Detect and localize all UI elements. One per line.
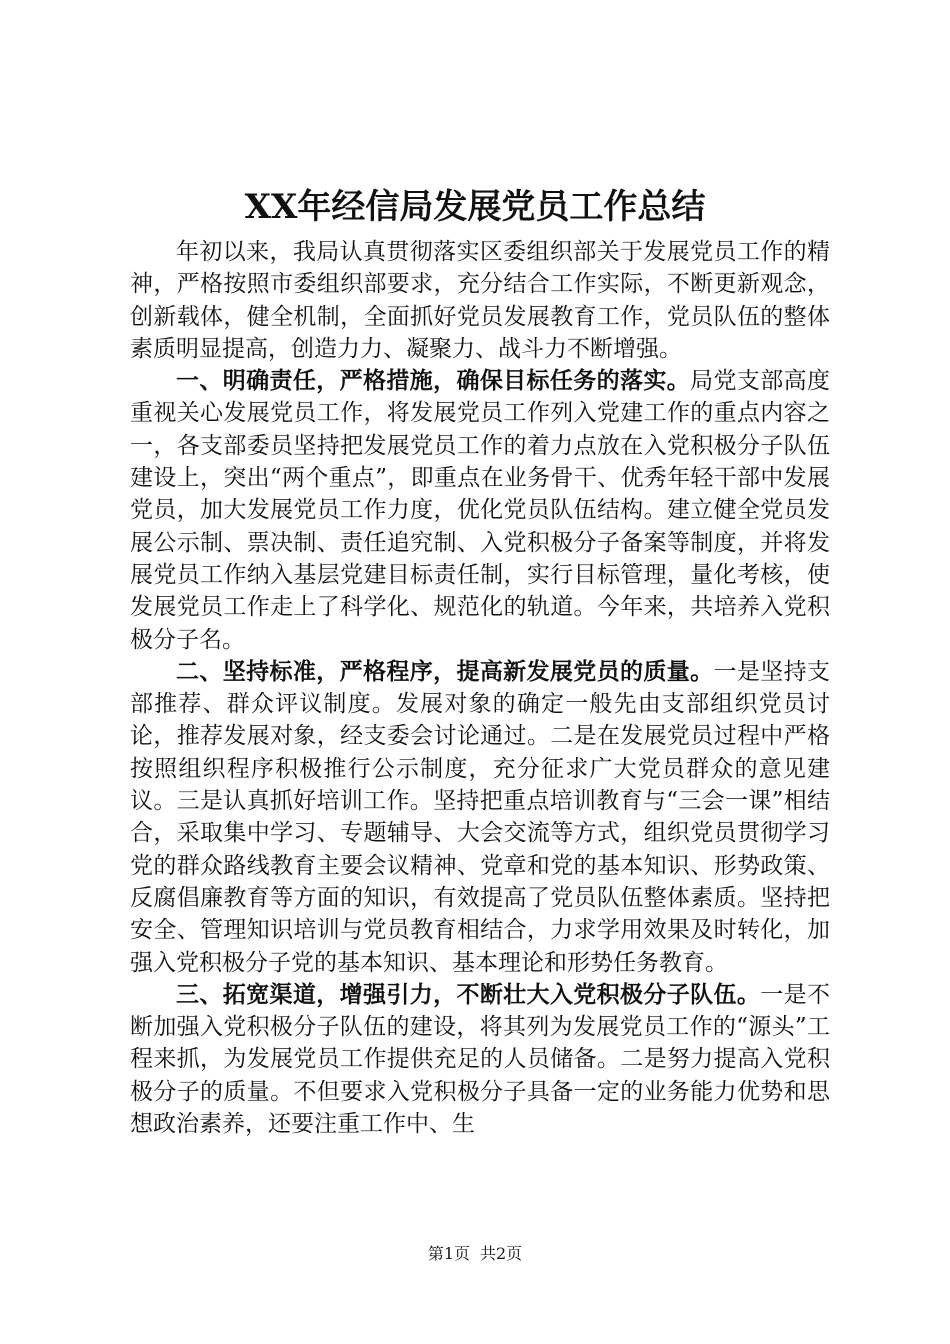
document-title: XX年经信局发展党员工作总结 bbox=[244, 187, 706, 227]
section-3-paragraph bbox=[130, 979, 830, 1140]
page-number: 第1页 bbox=[427, 1244, 470, 1263]
section-2-paragraph bbox=[130, 656, 830, 979]
section-2-heading: 二、坚持标准，严格程序，提高新发展党员的质量。 bbox=[176, 658, 714, 685]
paragraph-text: 局党支部高度重视关心发展党员工作，将发展党员工作列入党建工作的重点内容之一，各支部委员坚持把发展党员工作的着力点放在入党积极分子队伍建设上，突出“两个重点”，即重点在业务骨干、优秀年轻干部中发展党员，加大发展党员工作力度，优化党员队伍结构。建立健全党员发展公示制、票决制、责任追究制、入党积极分子备案等制度，并将发展党员工作纳入基层党建目标责任制，实行目标管理，量化考核，使发展党员工作走上了科学化、规范化的轨道。今年来，共培养入党积极分子名。 bbox=[130, 368, 831, 653]
paragraph-text: 年初以来，我局认真贯彻落实区委组织部关于发展党员工作的精神，严格按照市委组织部要求，充分结合工作实际，不断更新观念，创新载体，健全机制，全面抓好党员发展教育工作，党员队伍的整体素质明显提高，创造力力、凝聚力、战斗力不断增强。 bbox=[130, 239, 830, 362]
page-footer bbox=[0, 1244, 950, 1264]
document-body bbox=[130, 236, 830, 1140]
paragraph-text: 一是坚持支部推荐、群众评议制度。发展对象的确定一般先由支部组织党员讨论，推荐发展对象，经支委会讨论通过。二是在发展党员过程中严格按照组织程序积极推行公示制度，充分征求广大党员群众的意见建议。三是认真抓好培训工作。坚持把重点培训教育与“三会一课”相结合，采取集中学习、专题辅导、大会交流等方式，组织党员贯彻学习党的群众路线教育主要会议精神、党章和党的基本知识、形势政策、反腐倡廉教育等方面的知识，有效提高了党员队伍整体素质。坚持把安全、管理知识培训与党员教育相结合，力求学用效果及时转化，加强入党积极分子党的基本知识、基本理论和形势任务教育。 bbox=[130, 658, 831, 976]
section-1-paragraph bbox=[130, 365, 830, 656]
page-total: 共2页 bbox=[480, 1244, 523, 1263]
intro-paragraph bbox=[130, 236, 830, 365]
section-3-heading: 三、拓宽渠道，增强引力，不断壮大入党积极分子队伍。 bbox=[176, 981, 761, 1008]
section-1-heading: 一、明确责任，严格措施，确保目标任务的落实。 bbox=[176, 368, 691, 395]
paragraph-text: 一是不断加强入党积极分子队伍的建设，将其列为发展党员工作的“源头”工程来抓，为发展党员工作提供充足的人员储备。二是努力提高入党积极分子的质量。不但要求入党积极分子具备一定的业务能力优势和思想政治素养，还要注重工作中、生 bbox=[130, 981, 831, 1138]
